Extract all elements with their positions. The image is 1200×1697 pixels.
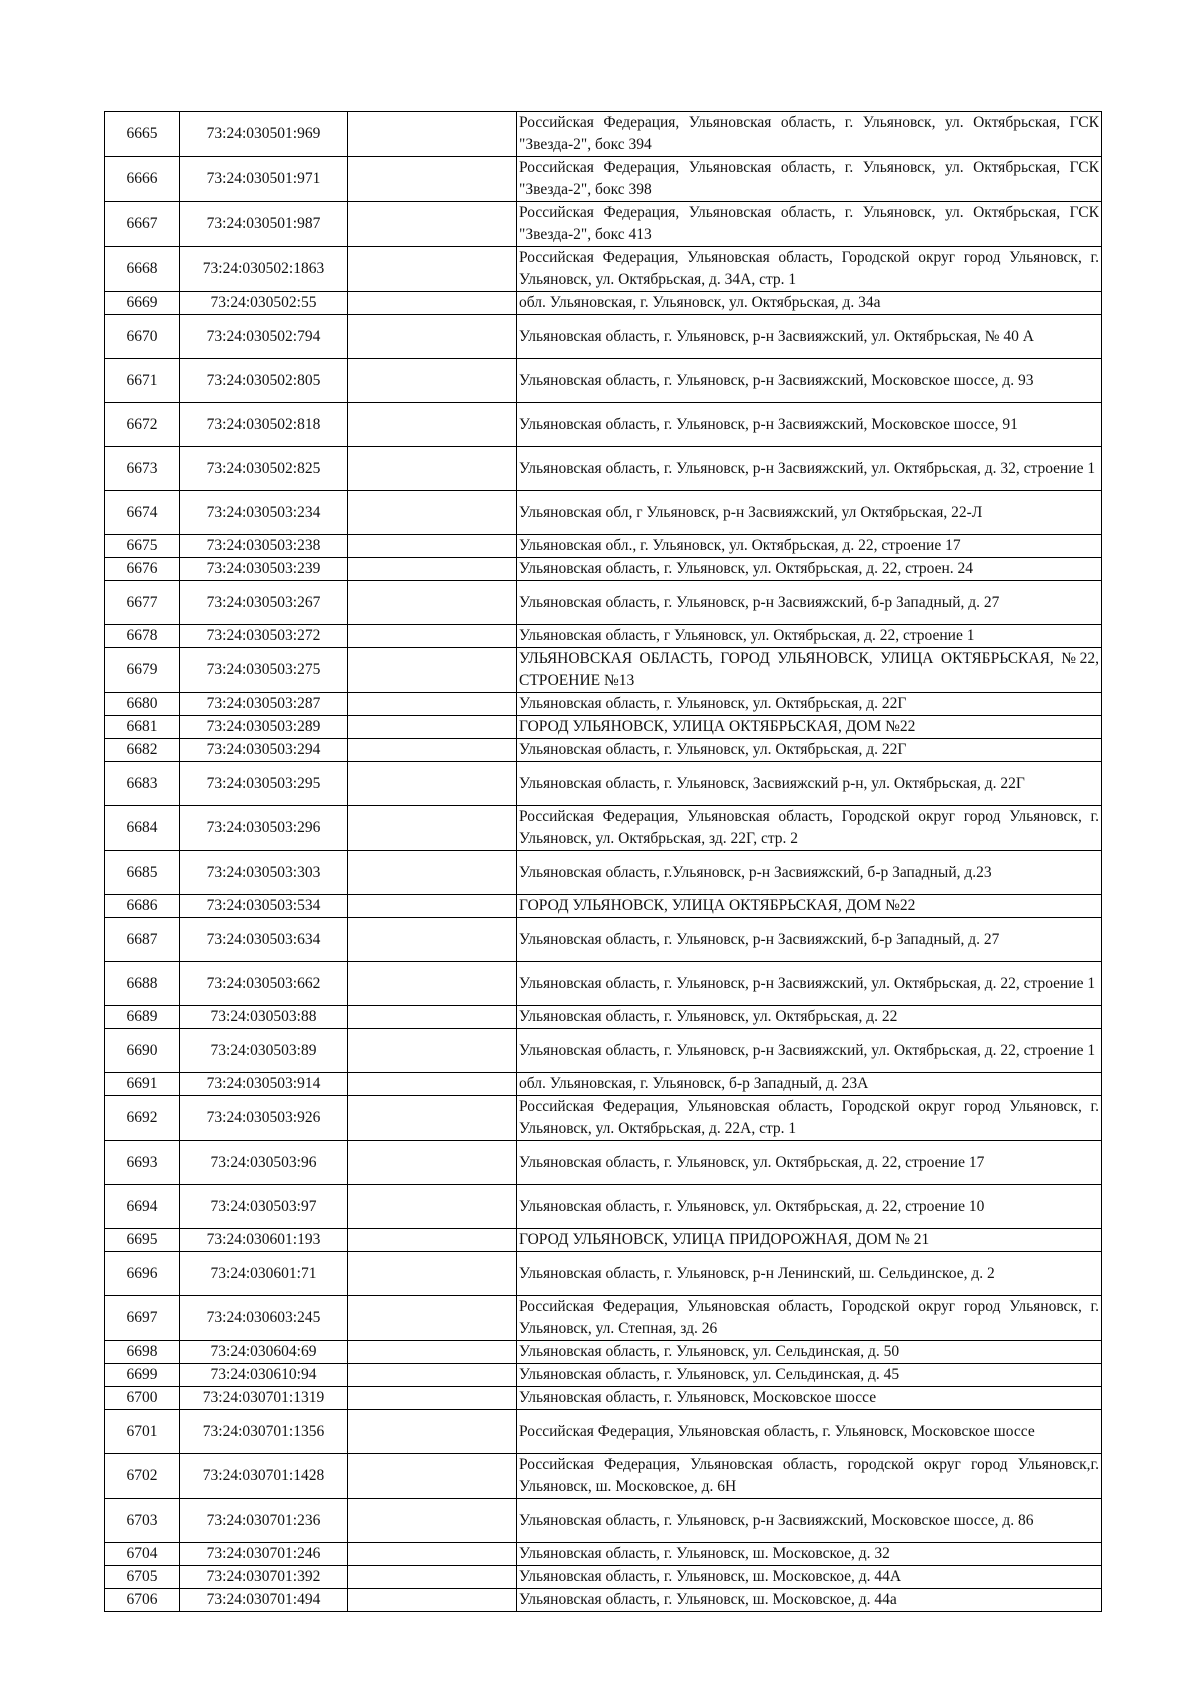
address-cell: Ульяновская область, г. Ульяновск, р-н Засвияжский, ул. Октябрьская, д. 22, строение 1: [517, 962, 1102, 1006]
address-cell: Ульяновская область, г. Ульяновск, ул. Октябрьская, д. 22Г: [517, 693, 1102, 716]
cadastral-number-cell: 73:24:030610:94: [180, 1364, 348, 1387]
table-row: [105, 403, 1102, 447]
cadastral-number-cell: 73:24:030503:294: [180, 739, 348, 762]
address-cell: ГОРОД УЛЬЯНОВСК, УЛИЦА ОКТЯБРЬСКАЯ, ДОМ №22: [517, 716, 1102, 739]
address-cell: Ульяновская область, г. Ульяновск, р-н Засвияжский, Московское шоссе, д. 86: [517, 1499, 1102, 1543]
table-row: [105, 1252, 1102, 1296]
cadastral-number-cell: 73:24:030503:926: [180, 1096, 348, 1141]
cadastral-number-cell: 73:24:030503:295: [180, 762, 348, 806]
row-number-cell: 6684: [105, 806, 180, 851]
cadastral-number-cell: 73:24:030701:246: [180, 1543, 348, 1566]
table-row: [105, 1387, 1102, 1410]
table-row: [105, 535, 1102, 558]
table-row: [105, 693, 1102, 716]
row-number-cell: 6675: [105, 535, 180, 558]
row-number-cell: 6693: [105, 1141, 180, 1185]
cadastral-number-cell: 73:24:030503:234: [180, 491, 348, 535]
row-number-cell: 6696: [105, 1252, 180, 1296]
address-cell: Ульяновская область, г. Ульяновск, р-н Засвияжский, ул. Октябрьская, д. 32, строение 1: [517, 447, 1102, 491]
empty-cell: [348, 1185, 517, 1229]
empty-cell: [348, 112, 517, 157]
row-number-cell: 6676: [105, 558, 180, 581]
table-row: [105, 202, 1102, 247]
address-cell: Ульяновская область, г. Ульяновск, ш. Московское, д. 44а: [517, 1589, 1102, 1612]
row-number-cell: 6683: [105, 762, 180, 806]
cadastral-number-cell: 73:24:030503:296: [180, 806, 348, 851]
address-cell: ГОРОД УЛЬЯНОВСК, УЛИЦА ПРИДОРОЖНАЯ, ДОМ № 21: [517, 1229, 1102, 1252]
table-row: [105, 851, 1102, 895]
empty-cell: [348, 806, 517, 851]
address-cell: Ульяновская область, г. Ульяновск, р-н Засвияжский, ул. Октябрьская, д. 22, строение 1: [517, 1029, 1102, 1073]
row-number-cell: 6678: [105, 625, 180, 648]
address-cell: Российская Федерация, Ульяновская область, Городской округ город Ульяновск, г. Ульяновск, ул. Октябрьская, д. 22А, стр. 1: [517, 1096, 1102, 1141]
row-number-cell: 6691: [105, 1073, 180, 1096]
cadastral-number-cell: 73:24:030502:818: [180, 403, 348, 447]
cadastral-number-cell: 73:24:030503:97: [180, 1185, 348, 1229]
table-row: [105, 1589, 1102, 1612]
empty-cell: [348, 693, 517, 716]
empty-cell: [348, 447, 517, 491]
table-row: [105, 1499, 1102, 1543]
address-cell: Ульяновская область, г. Ульяновск, ул. Октябрьская, д. 22Г: [517, 739, 1102, 762]
cadastral-number-cell: 73:24:030503:239: [180, 558, 348, 581]
address-cell: Ульяновская область, г. Ульяновск, р-н Ленинский, ш. Сельдинское, д. 2: [517, 1252, 1102, 1296]
table-row: [105, 739, 1102, 762]
address-cell: Ульяновская область, г. Ульяновск, р-н Засвияжский, б-р Западный, д. 27: [517, 918, 1102, 962]
empty-cell: [348, 1364, 517, 1387]
cadastral-number-cell: 73:24:030503:275: [180, 648, 348, 693]
empty-cell: [348, 962, 517, 1006]
cadastral-number-cell: 73:24:030502:794: [180, 315, 348, 359]
empty-cell: [348, 1096, 517, 1141]
empty-cell: [348, 1543, 517, 1566]
cadastral-number-cell: 73:24:030501:987: [180, 202, 348, 247]
address-cell: обл. Ульяновская, г. Ульяновск, б-р Западный, д. 23А: [517, 1073, 1102, 1096]
row-number-cell: 6703: [105, 1499, 180, 1543]
empty-cell: [348, 403, 517, 447]
table-row: [105, 1296, 1102, 1341]
table-row: [105, 491, 1102, 535]
cadastral-number-cell: 73:24:030701:1428: [180, 1454, 348, 1499]
row-number-cell: 6705: [105, 1566, 180, 1589]
address-cell: Ульяновская область, г. Ульяновск, ш. Московское, д. 32: [517, 1543, 1102, 1566]
address-cell: Ульяновская область, г. Ульяновск, ул. Октябрьская, д. 22: [517, 1006, 1102, 1029]
address-cell: Российская Федерация, Ульяновская область, г. Ульяновск, Московское шоссе: [517, 1410, 1102, 1454]
empty-cell: [348, 247, 517, 292]
address-cell: Российская Федерация, Ульяновская область, г. Ульяновск, ул. Октябрьская, ГСК "Звезда-2", бокс 398: [517, 157, 1102, 202]
table-row: [105, 625, 1102, 648]
cadastral-number-cell: 73:24:030601:71: [180, 1252, 348, 1296]
address-cell: Ульяновская область, г. Ульяновск, р-н Засвияжский, ул. Октябрьская, № 40 А: [517, 315, 1102, 359]
address-cell: Ульяновская область, г. Ульяновск, Засвияжский р-н, ул. Октябрьская, д. 22Г: [517, 762, 1102, 806]
row-number-cell: 6669: [105, 292, 180, 315]
cadastral-number-cell: 73:24:030503:89: [180, 1029, 348, 1073]
table-row: [105, 447, 1102, 491]
address-cell: обл. Ульяновская, г. Ульяновск, ул. Октябрьская, д. 34а: [517, 292, 1102, 315]
empty-cell: [348, 762, 517, 806]
row-number-cell: 6698: [105, 1341, 180, 1364]
empty-cell: [348, 202, 517, 247]
address-cell: Ульяновская область, г Ульяновск, ул. Октябрьская, д. 22, строение 1: [517, 625, 1102, 648]
empty-cell: [348, 648, 517, 693]
table-row: [105, 1454, 1102, 1499]
address-cell: Российская Федерация, Ульяновская область, г. Ульяновск, ул. Октябрьская, ГСК "Звезда-2", бокс 413: [517, 202, 1102, 247]
row-number-cell: 6677: [105, 581, 180, 625]
table-row: [105, 1141, 1102, 1185]
row-number-cell: 6674: [105, 491, 180, 535]
cadastral-number-cell: 73:24:030501:969: [180, 112, 348, 157]
empty-cell: [348, 1566, 517, 1589]
empty-cell: [348, 918, 517, 962]
row-number-cell: 6706: [105, 1589, 180, 1612]
row-number-cell: 6667: [105, 202, 180, 247]
cadastral-number-cell: 73:24:030503:287: [180, 693, 348, 716]
row-number-cell: 6692: [105, 1096, 180, 1141]
cadastral-number-cell: 73:24:030701:236: [180, 1499, 348, 1543]
empty-cell: [348, 315, 517, 359]
cadastral-number-cell: 73:24:030503:267: [180, 581, 348, 625]
cadastral-number-cell: 73:24:030701:1319: [180, 1387, 348, 1410]
address-cell: Ульяновская область, г. Ульяновск, ш. Московское, д. 44А: [517, 1566, 1102, 1589]
empty-cell: [348, 1029, 517, 1073]
table-row: [105, 581, 1102, 625]
address-cell: Ульяновская область, г. Ульяновск, р-н Засвияжский, Московское шоссе, 91: [517, 403, 1102, 447]
cadastral-number-cell: 73:24:030502:825: [180, 447, 348, 491]
cadastral-number-cell: 73:24:030701:494: [180, 1589, 348, 1612]
table-row: [105, 247, 1102, 292]
registry-table-body: [105, 112, 1102, 1612]
row-number-cell: 6699: [105, 1364, 180, 1387]
table-row: [105, 962, 1102, 1006]
table-row: [105, 1566, 1102, 1589]
empty-cell: [348, 625, 517, 648]
row-number-cell: 6694: [105, 1185, 180, 1229]
table-row: [105, 1543, 1102, 1566]
table-row: [105, 315, 1102, 359]
address-cell: Ульяновская область, г. Ульяновск, ул. Сельдинская, д. 50: [517, 1341, 1102, 1364]
address-cell: Ульяновская область, г. Ульяновск, р-н Засвияжский, Московское шоссе, д. 93: [517, 359, 1102, 403]
row-number-cell: 6670: [105, 315, 180, 359]
cadastral-number-cell: 73:24:030503:634: [180, 918, 348, 962]
empty-cell: [348, 1589, 517, 1612]
address-cell: ГОРОД УЛЬЯНОВСК, УЛИЦА ОКТЯБРЬСКАЯ, ДОМ №22: [517, 895, 1102, 918]
address-cell: Российская Федерация, Ульяновская область, Городской округ город Ульяновск, г. Ульяновск, ул. Степная, зд. 26: [517, 1296, 1102, 1341]
table-row: [105, 1364, 1102, 1387]
empty-cell: [348, 1387, 517, 1410]
address-cell: Российская Федерация, Ульяновская область, Городской округ город Ульяновск, г. Ульяновск, ул. Октябрьская, д. 34А, стр. 1: [517, 247, 1102, 292]
row-number-cell: 6679: [105, 648, 180, 693]
row-number-cell: 6695: [105, 1229, 180, 1252]
table-row: [105, 1073, 1102, 1096]
address-cell: Ульяновская область, г. Ульяновск, ул. Октябрьская, д. 22, строение 17: [517, 1141, 1102, 1185]
cadastral-number-cell: 73:24:030503:662: [180, 962, 348, 1006]
row-number-cell: 6666: [105, 157, 180, 202]
empty-cell: [348, 1499, 517, 1543]
table-row: [105, 1029, 1102, 1073]
empty-cell: [348, 895, 517, 918]
table-row: [105, 918, 1102, 962]
empty-cell: [348, 535, 517, 558]
empty-cell: [348, 558, 517, 581]
cadastral-number-cell: 73:24:030503:96: [180, 1141, 348, 1185]
row-number-cell: 6690: [105, 1029, 180, 1073]
table-row: [105, 895, 1102, 918]
table-row: [105, 292, 1102, 315]
table-row: [105, 806, 1102, 851]
row-number-cell: 6702: [105, 1454, 180, 1499]
empty-cell: [348, 359, 517, 403]
table-row: [105, 1006, 1102, 1029]
row-number-cell: 6701: [105, 1410, 180, 1454]
empty-cell: [348, 157, 517, 202]
empty-cell: [348, 1410, 517, 1454]
row-number-cell: 6680: [105, 693, 180, 716]
table-row: [105, 157, 1102, 202]
cadastral-number-cell: 73:24:030502:55: [180, 292, 348, 315]
row-number-cell: 6668: [105, 247, 180, 292]
cadastral-number-cell: 73:24:030502:1863: [180, 247, 348, 292]
address-cell: Российская Федерация, Ульяновская область, г. Ульяновск, ул. Октябрьская, ГСК "Звезда-2", бокс 394: [517, 112, 1102, 157]
empty-cell: [348, 716, 517, 739]
registry-table: [104, 111, 1102, 1612]
address-cell: Ульяновская область, г. Ульяновск, Московское шоссе: [517, 1387, 1102, 1410]
empty-cell: [348, 1006, 517, 1029]
cadastral-number-cell: 73:24:030601:193: [180, 1229, 348, 1252]
address-cell: Ульяновская область, г.Ульяновск, р-н Засвияжский, б-р Западный, д.23: [517, 851, 1102, 895]
address-cell: Российская Федерация, Ульяновская область, городской округ город Ульяновск,г. Ульяновск, ш. Московское, д. 6Н: [517, 1454, 1102, 1499]
row-number-cell: 6689: [105, 1006, 180, 1029]
address-cell: Российская Федерация, Ульяновская область, Городской округ город Ульяновск, г. Ульяновск, ул. Октябрьская, зд. 22Г, стр. 2: [517, 806, 1102, 851]
table-row: [105, 1229, 1102, 1252]
cadastral-number-cell: 73:24:030502:805: [180, 359, 348, 403]
empty-cell: [348, 1454, 517, 1499]
cadastral-number-cell: 73:24:030503:272: [180, 625, 348, 648]
empty-cell: [348, 1141, 517, 1185]
row-number-cell: 6665: [105, 112, 180, 157]
empty-cell: [348, 581, 517, 625]
row-number-cell: 6686: [105, 895, 180, 918]
cadastral-number-cell: 73:24:030503:303: [180, 851, 348, 895]
cadastral-number-cell: 73:24:030503:88: [180, 1006, 348, 1029]
table-row: [105, 558, 1102, 581]
address-cell: Ульяновская область, г. Ульяновск, ул. Октябрьская, д. 22, строен. 24: [517, 558, 1102, 581]
row-number-cell: 6687: [105, 918, 180, 962]
cadastral-number-cell: 73:24:030501:971: [180, 157, 348, 202]
cadastral-number-cell: 73:24:030604:69: [180, 1341, 348, 1364]
table-row: [105, 1410, 1102, 1454]
cadastral-number-cell: 73:24:030701:392: [180, 1566, 348, 1589]
row-number-cell: 6672: [105, 403, 180, 447]
empty-cell: [348, 1341, 517, 1364]
empty-cell: [348, 1229, 517, 1252]
table-row: [105, 762, 1102, 806]
cadastral-number-cell: 73:24:030503:238: [180, 535, 348, 558]
address-cell: Ульяновская обл, г Ульяновск, р-н Засвияжский, ул Октябрьская, 22-Л: [517, 491, 1102, 535]
cadastral-number-cell: 73:24:030701:1356: [180, 1410, 348, 1454]
empty-cell: [348, 739, 517, 762]
row-number-cell: 6700: [105, 1387, 180, 1410]
empty-cell: [348, 491, 517, 535]
empty-cell: [348, 1252, 517, 1296]
table-row: [105, 1185, 1102, 1229]
empty-cell: [348, 292, 517, 315]
table-row: [105, 648, 1102, 693]
table-row: [105, 1341, 1102, 1364]
row-number-cell: 6682: [105, 739, 180, 762]
table-row: [105, 716, 1102, 739]
row-number-cell: 6681: [105, 716, 180, 739]
empty-cell: [348, 1073, 517, 1096]
row-number-cell: 6704: [105, 1543, 180, 1566]
address-cell: Ульяновская область, г. Ульяновск, ул. Октябрьская, д. 22, строение 10: [517, 1185, 1102, 1229]
row-number-cell: 6671: [105, 359, 180, 403]
cadastral-number-cell: 73:24:030603:245: [180, 1296, 348, 1341]
row-number-cell: 6673: [105, 447, 180, 491]
address-cell: Ульяновская обл., г. Ульяновск, ул. Октябрьская, д. 22, строение 17: [517, 535, 1102, 558]
address-cell: Ульяновская область, г. Ульяновск, ул. Сельдинская, д. 45: [517, 1364, 1102, 1387]
address-cell: Ульяновская область, г. Ульяновск, р-н Засвияжский, б-р Западный, д. 27: [517, 581, 1102, 625]
empty-cell: [348, 851, 517, 895]
cadastral-number-cell: 73:24:030503:289: [180, 716, 348, 739]
row-number-cell: 6685: [105, 851, 180, 895]
table-row: [105, 1096, 1102, 1141]
document-page: [104, 111, 1101, 1612]
table-row: [105, 359, 1102, 403]
cadastral-number-cell: 73:24:030503:914: [180, 1073, 348, 1096]
row-number-cell: 6697: [105, 1296, 180, 1341]
empty-cell: [348, 1296, 517, 1341]
row-number-cell: 6688: [105, 962, 180, 1006]
table-row: [105, 112, 1102, 157]
address-cell: УЛЬЯНОВСКАЯ ОБЛАСТЬ, ГОРОД УЛЬЯНОВСК, УЛИЦА ОКТЯБРЬСКАЯ, №22, СТРОЕНИЕ №13: [517, 648, 1102, 693]
cadastral-number-cell: 73:24:030503:534: [180, 895, 348, 918]
